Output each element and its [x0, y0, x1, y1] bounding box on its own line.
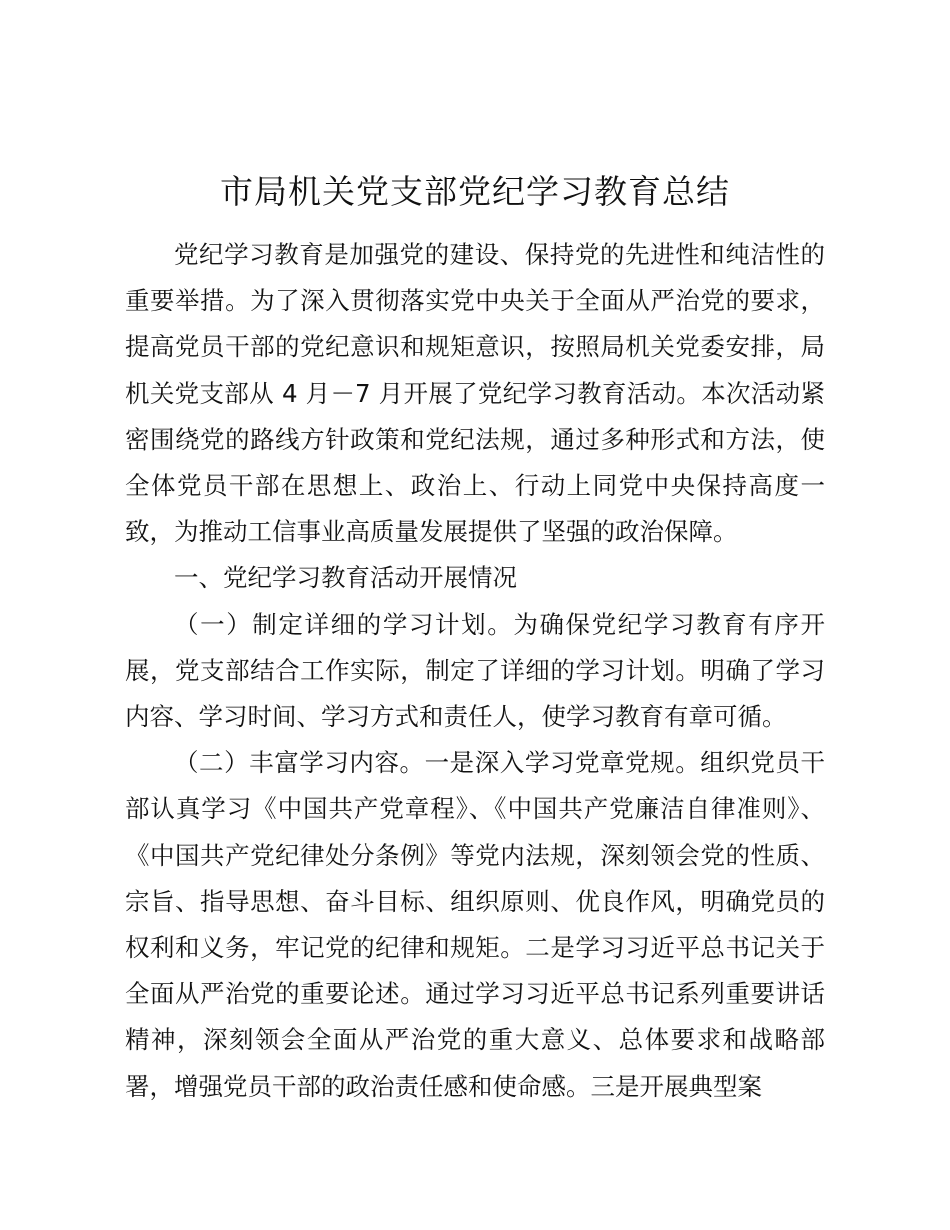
subsection-paragraph-1: （一）制定详细的学习计划。为确保党纪学习教育有序开展，党支部结合工作实际，制定了详细的学习计划。明确了学习内容、学习时间、学习方式和责任人，使学习教育有章可循。	[125, 609, 825, 732]
document-title: 市局机关党支部党纪学习教育总结	[220, 172, 730, 211]
subsection-paragraph-2: （二）丰富学习内容。一是深入学习党章党规。组织党员干部认真学习《中国共产党章程》、《中国共产党廉洁自律准则》、《中国共产党纪律处分条例》等党内法规，深刻领会党的性质、宗旨、指导思想、奋斗目标、组织原则、优良作风，明确党员的权利和义务，牢记党的纪律和规矩。二是学习习近平总书记关于全面从严治党的重要论述。通过学习习近平总书记系列重要讲话精神，深刻领会全面从严治党的重大意义、总体要求和战略部署，增强党员干部的政治责任感和使命感。三是开展典型案	[125, 748, 825, 1101]
section-heading-1: 一、党纪学习教育活动开展情况	[174, 563, 517, 593]
document-body	[125, 232, 825, 1110]
intro-paragraph: 党纪学习教育是加强党的建设、保持党的先进性和纯洁性的重要举措。为了深入贯彻落实党中央关于全面从严治党的要求，提高党员干部的党纪意识和规矩意识，按照局机关党委安排，局机关党支部从 4 月－7 月开展了党纪学习教育活动。本次活动紧密围绕党的路线方针政策和党纪法规，通过多种形式和方法，使全体党员干部在思想上、政治上、行动上同党中央保持高度一致，为推动工信事业高质量发展提供了坚强的政治保障。	[125, 240, 825, 547]
